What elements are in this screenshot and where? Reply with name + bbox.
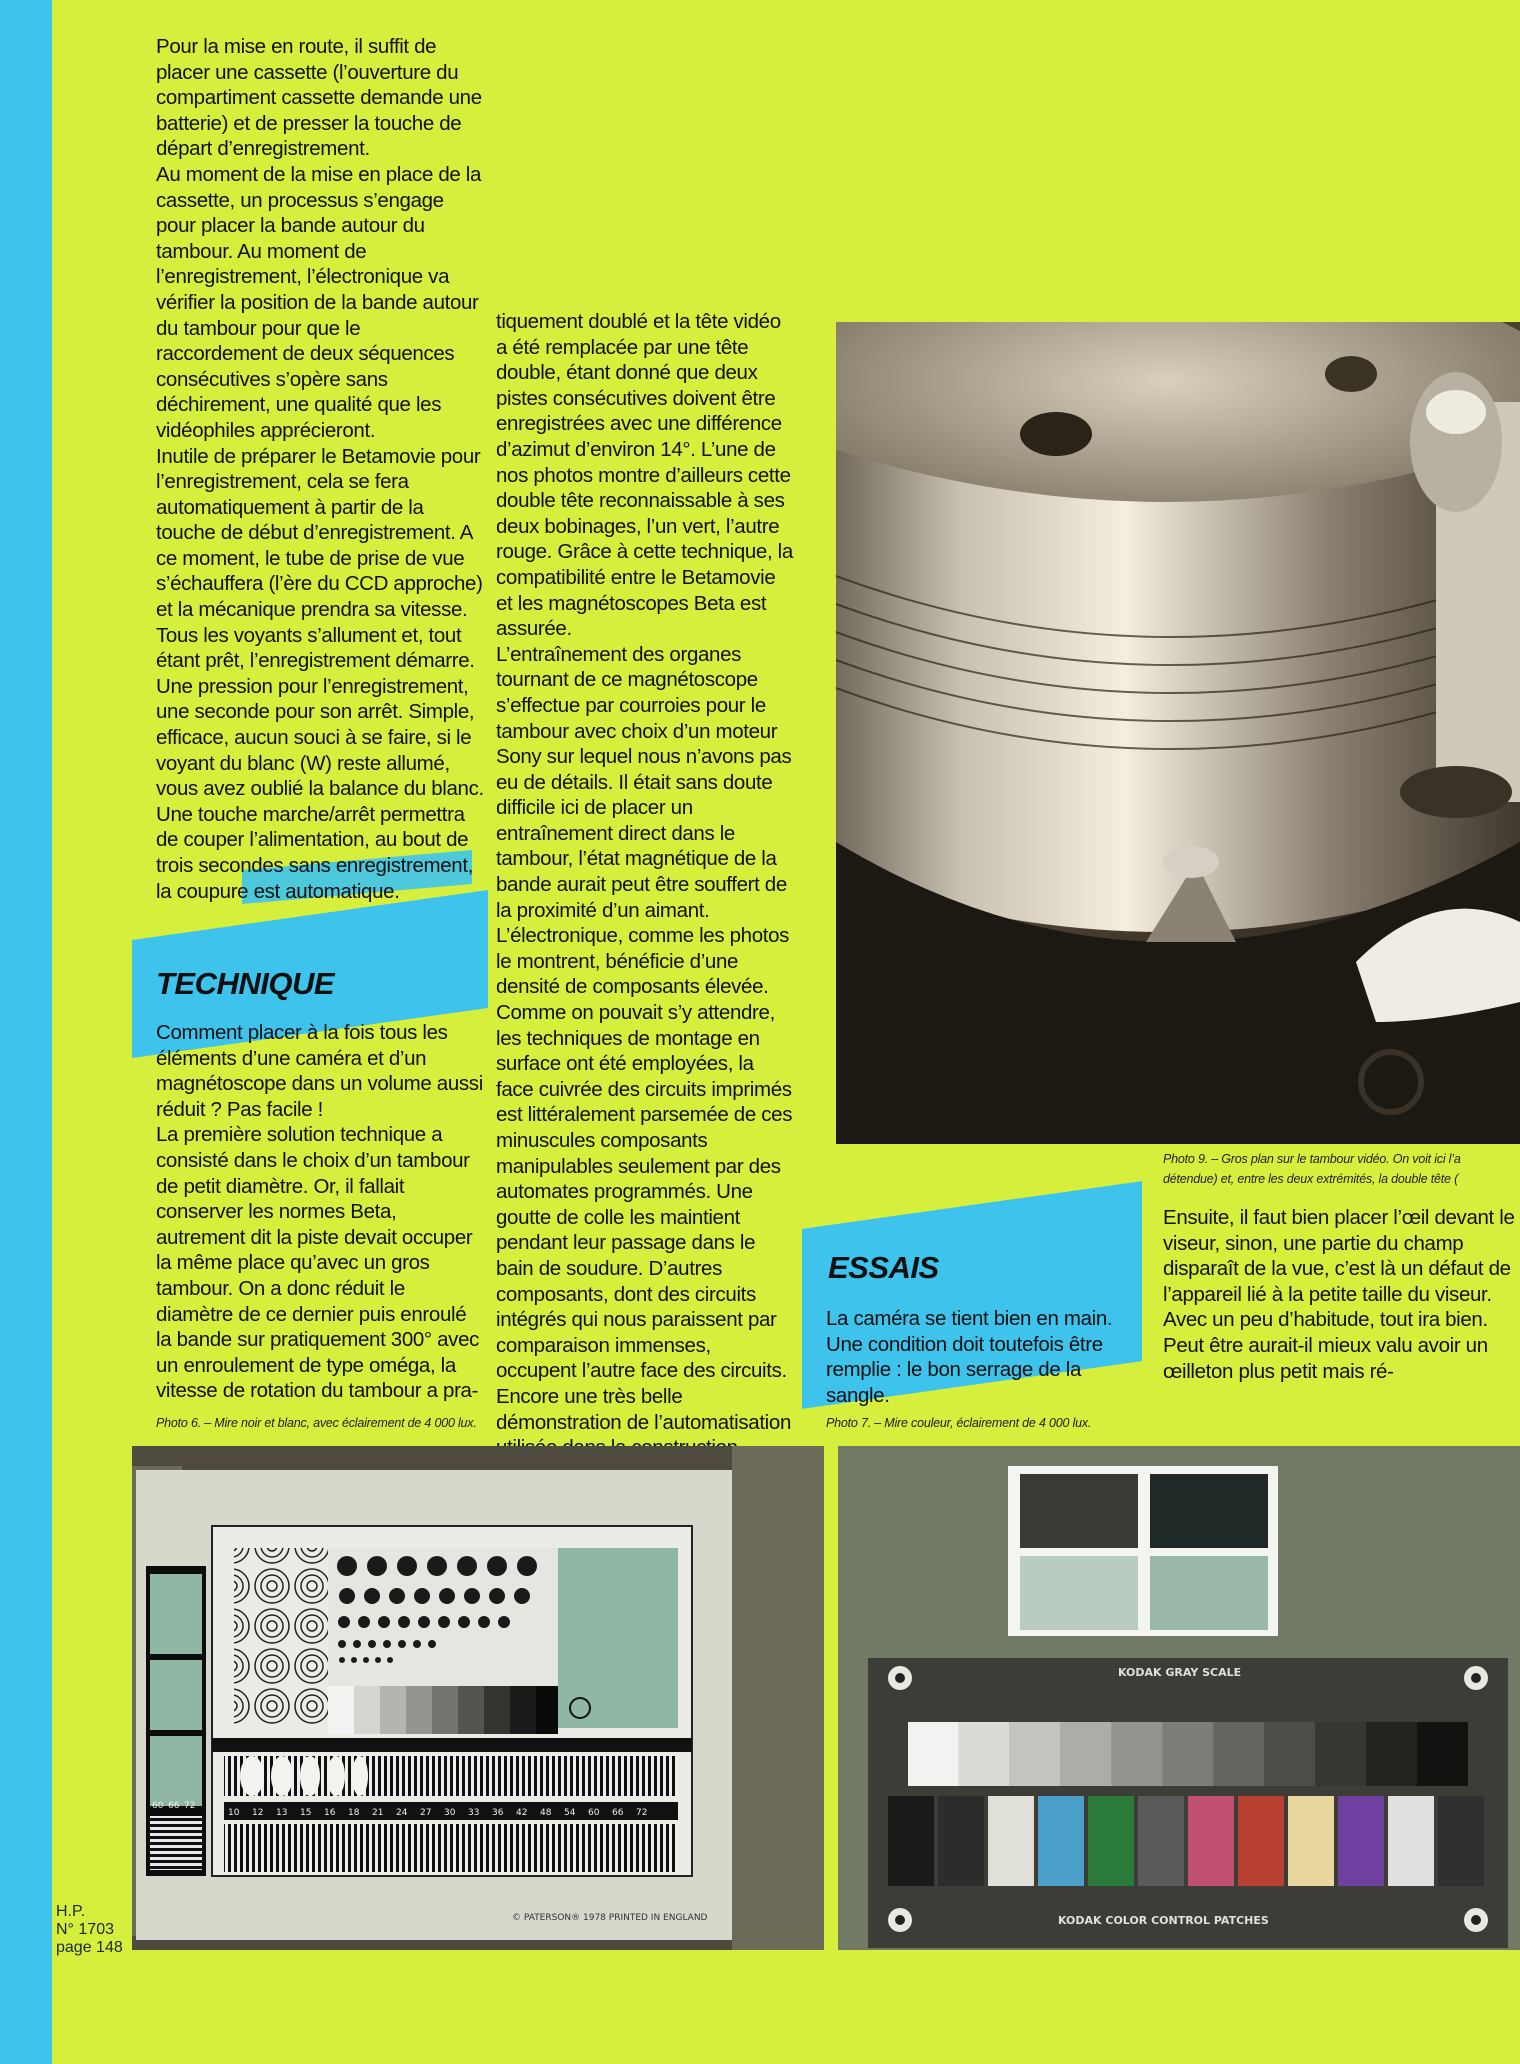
paragraph: Ensuite, il faut bien placer l’œil devant le viseur, sinon, une partie du champ disparaît de la vue, c’est là un défaut de l’appareil lié à la petite taille du viseur. <box>1163 1206 1515 1306</box>
resolution-number: 60 <box>152 1801 164 1811</box>
paragraph: Pour la mise en route, il suffit de placer une cassette (l’ouverture du compartiment cassette demande une batterie) et de presser la touche de départ d’enregistrement. <box>156 35 482 161</box>
gray-step <box>1315 1722 1366 1786</box>
resolution-number: 27 <box>420 1808 432 1818</box>
resolution-number: 66 <box>612 1808 624 1818</box>
gray-step <box>1366 1722 1417 1786</box>
photo-9-caption-line-2: détendue) et, entre les deux extrémités, la double tête ( <box>1163 1172 1459 1186</box>
article-column-1b <box>156 1020 484 1404</box>
resolution-number: 66 <box>168 1801 180 1811</box>
color-patch <box>1088 1796 1134 1886</box>
color-patch <box>1338 1796 1384 1886</box>
color-patch <box>1238 1796 1284 1886</box>
paragraph: Une touche marche/arrêt permettra de couper l’alimentation, au bout de trois secondes sans enregistrement, la coupure est automatique. <box>156 802 474 903</box>
photo-7-color-test-chart <box>838 1446 1520 1950</box>
paragraph: Comment placer à la fois tous les éléments d’une caméra et d’un magnétoscope dans un volume aussi réduit ? Pas facile ! <box>156 1021 483 1121</box>
gray-step <box>1010 1722 1061 1786</box>
essais-paragraph <box>826 1306 1126 1408</box>
resolution-number: 16 <box>324 1808 336 1818</box>
color-patch <box>1438 1796 1484 1886</box>
resolution-number: 72 <box>184 1801 196 1811</box>
resolution-number: 48 <box>540 1808 552 1818</box>
resolution-number: 72 <box>636 1808 648 1818</box>
photo-9-drum <box>836 322 1520 1144</box>
paragraph: La première solution technique a consisté dans le choix d’un tambour de petit diamètre. Or, il fallait conserver les normes Beta, autrement dit la piste devait occuper la même place qu’avec un gros tambour. On a donc réduit le diamètre de ce dernier puis enroulé la bande sur pratiquement 300° avec un enroulement de type oméga, la vitesse de rotation du tambour a pra- <box>156 1123 480 1403</box>
gray-step <box>1417 1722 1468 1786</box>
article-column-2 <box>496 309 796 1486</box>
gray-step <box>1213 1722 1264 1786</box>
section-heading-technique: TECHNIQUE <box>156 966 335 1001</box>
photo-9-caption-line-1: Photo 9. – Gros plan sur le tambour vidéo. On voit ici l’a <box>1163 1152 1461 1166</box>
page-footer <box>56 1903 123 1957</box>
paragraph: L’électronique, comme les photos le montrent, bénéficie d’une densité de composants élevée. Comme on pouvait s’y attendre, les techniques de montage en surface ont été employées, la face cuivrée des circuits imprimés est littéralement parsemée de ces minuscules composants manipulables seulement par des automates programmés. Une goutte de colle les maintient pendant leur passage dans le bain de soudure. D’autres composants, dont des circuits intégrés qui nous paraissent par comparaison immenses, occupent l’autre face des circuits. <box>496 924 793 1383</box>
resolution-number: 15 <box>300 1808 312 1818</box>
footer-magazine: H.P. <box>56 1903 86 1920</box>
photo-6-caption: Photo 6. – Mire noir et blanc, avec éclairement de 4 000 lux. <box>156 1416 477 1430</box>
gray-scale-label: KODAK GRAY SCALE <box>1118 1666 1242 1679</box>
color-patch <box>1388 1796 1434 1886</box>
section-heading-essais: ESSAIS <box>828 1250 939 1285</box>
test-chart-color-illustration <box>838 1446 1520 1950</box>
footer-page: page 148 <box>56 1939 123 1956</box>
color-patches-label: KODAK COLOR CONTROL PATCHES <box>1058 1914 1269 1927</box>
left-color-stripe <box>0 0 52 2064</box>
color-patch <box>1138 1796 1184 1886</box>
gray-step <box>908 1722 959 1786</box>
photo-7-caption: Photo 7. – Mire couleur, éclairement de 4 000 lux. <box>826 1416 1092 1430</box>
color-patch <box>888 1796 934 1886</box>
resolution-number: 30 <box>444 1808 456 1818</box>
gray-step <box>959 1722 1010 1786</box>
resolution-number: 60 <box>588 1808 600 1818</box>
paragraph: Encore une très belle démonstration de l’automatisation <box>496 1384 791 1434</box>
resolution-number: 12 <box>252 1808 264 1818</box>
color-patch <box>1038 1796 1084 1886</box>
paragraph: La caméra se tient bien en main. Une condition doit toutefois être remplie : le bon serrage de la sangle. <box>826 1307 1113 1407</box>
resolution-number: 42 <box>516 1808 528 1818</box>
resolution-number: 10 <box>228 1808 240 1818</box>
gray-step <box>1061 1722 1112 1786</box>
color-patch <box>1188 1796 1234 1886</box>
article-column-3 <box>1163 1205 1518 1384</box>
gray-scale-strip <box>908 1722 1468 1786</box>
resolution-number: 36 <box>492 1808 504 1818</box>
resolution-number: 24 <box>396 1808 408 1818</box>
article-column-1 <box>156 34 484 904</box>
resolution-number: 13 <box>276 1808 288 1818</box>
drum-illustration <box>836 322 1520 1144</box>
chart-copyright: © PATERSON® 1978 PRINTED IN ENGLAND <box>512 1913 708 1923</box>
gray-step <box>1163 1722 1214 1786</box>
photo-6-bw-test-chart <box>132 1446 824 1950</box>
paragraph: Avec un peu d’habitude, tout ira bien. Peut être aurait-il mieux valu avoir un œilleton plus petit mais ré- <box>1163 1308 1488 1383</box>
paragraph: Au moment de la mise en place de la cassette, un processus s’engage pour placer la bande autour du tambour. Au moment de l’enregistrement, l’électronique va vérifier la position de la bande autour du tambour pour que le raccordement de deux séquences consécutives s’opère sans déchirement, une qualité que les vidéophiles apprécieront. <box>156 162 482 442</box>
color-patch <box>938 1796 984 1886</box>
color-patch <box>1288 1796 1334 1886</box>
footer-issue: N° 1703 <box>56 1921 114 1938</box>
test-chart-bw-illustration <box>132 1446 824 1950</box>
resolution-number: 21 <box>372 1808 384 1818</box>
gray-step <box>1112 1722 1163 1786</box>
resolution-number: 54 <box>564 1808 576 1818</box>
paragraph: L’entraînement des organes tournant de ce magnétoscope s’effectue par courroies pour le tambour avec choix d’un moteur Sony sur lequel nous n’avons pas eu de détails. Il était sans doute difficile ici de placer un entraînement direct dans le tambour, l’état magnétique de la bande aurait peut être souffert de la proximité d’un aimant. <box>496 642 792 922</box>
paragraph: tiquement doublé et la tête vidéo a été remplacée par une tête double, étant donné que deux pistes consécutives doivent être enregistrées avec une différence d’azimut d’environ 14°. L’une de nos photos montre d’ailleurs cette double tête reconnaissable à ses deux bobinages, l’un vert, l’autre rouge. Grâce à cette technique, la compatibilité entre le Betamovie et les magnétoscopes Beta est assurée. <box>496 310 793 641</box>
paragraph: Inutile de préparer le Betamovie pour l’enregistrement, cela se fera automatiquement à partir de la touche de début d’enregistrement. A ce moment, le tube de prise de vue s’échauffera (l’ère du CCD approche) et la mécanique prendra sa vitesse. Tous les voyants s’allument et, tout étant prêt, l’enregistrement démarre. Une pression pour l’enregistrement, une seconde pour son arrêt. Simple, efficace, aucun souci à se faire, si le voyant du blanc (W) reste allumé, vous avez oublié la balance du blanc. <box>156 444 484 801</box>
color-patch <box>988 1796 1034 1886</box>
resolution-number: 18 <box>348 1808 360 1818</box>
resolution-number: 33 <box>468 1808 480 1818</box>
gray-step <box>1264 1722 1315 1786</box>
